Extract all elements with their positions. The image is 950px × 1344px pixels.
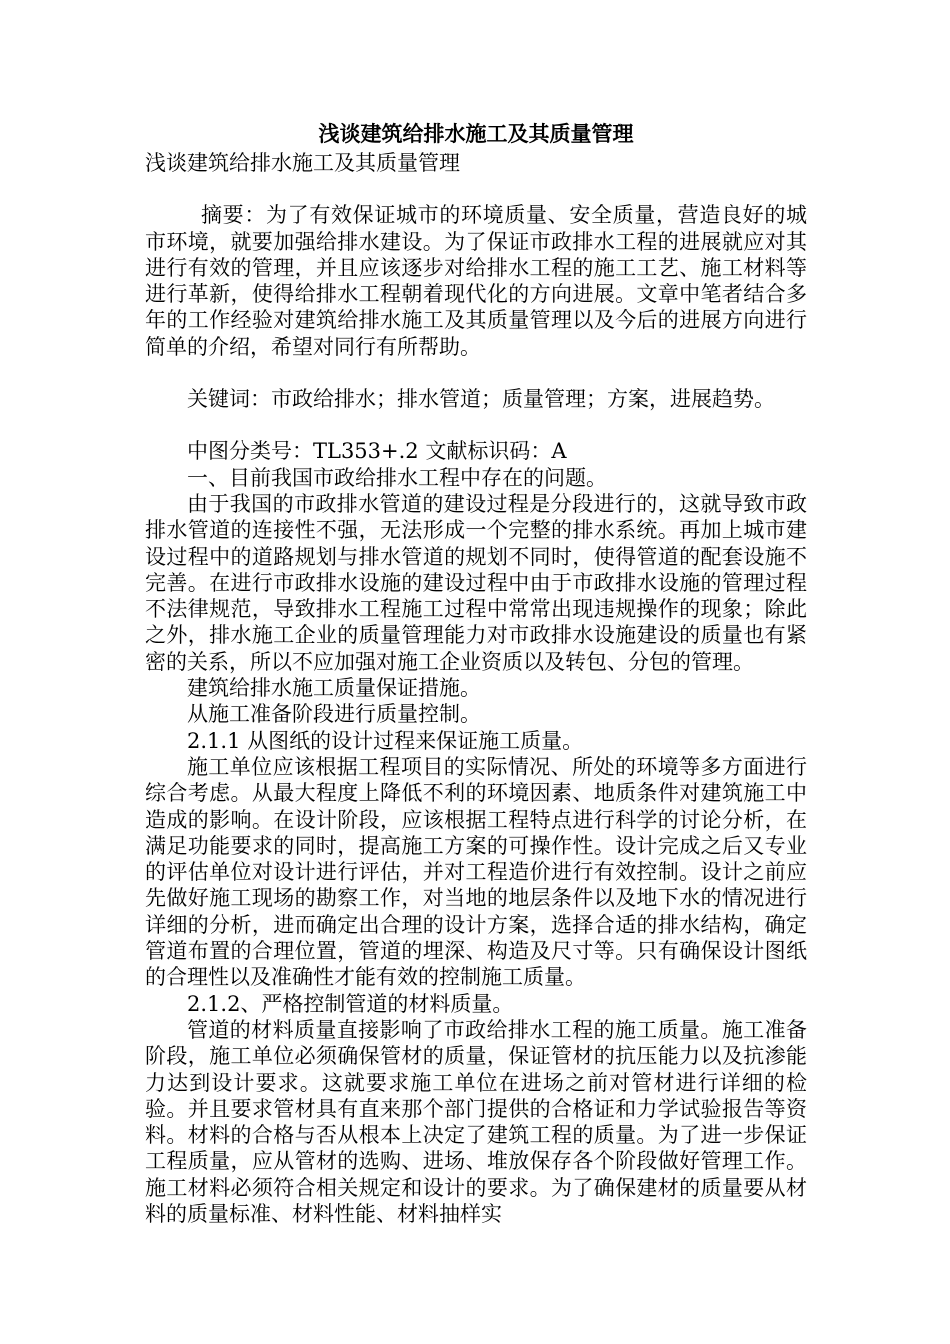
- section-2-heading: 建筑给排水施工质量保证措施。: [187, 676, 481, 701]
- document-page: [145, 118, 807, 1227]
- spacer: [145, 412, 807, 438]
- section-2-1-1-body: 施工单位应该根据工程项目的实际情况、所处的环境等多方面进行综合考虑。从最大程度上降低不利的环境因素、地质条件对建筑施工中造成的影响。在设计阶段，应该根据工程特点进行科学的讨论分析，在满足功能要求的同时，提高施工方案的可操作性。设计完成之后又专业的评估单位对设计进行评估，并对工程造价进行有效控制。设计之前应先做好施工现场的勘察工作，对当地的地层条件以及地下水的情况进行详细的分析，进而确定出合理的设计方案，选择合适的排水结构，确定管道布置的合理位置，管道的埋深、构造及尺寸等。只有确保设计图纸的合理性以及准确性才能有效的控制施工质量。: [145, 754, 807, 990]
- section-1-heading: 一、目前我国市政给排水工程中存在的问题。: [187, 465, 607, 490]
- document-title: 浅谈建筑给排水施工及其质量管理: [318, 122, 634, 146]
- section-2-1-2-heading: 2.1.2、严格控制管道的材料质量。: [187, 991, 514, 1016]
- section-1-body: 由于我国的市政排水管道的建设过程是分段进行的，这就导致市政排水管道的连接性不强，无法形成一个完整的排水系统。再加上城市建设过程中的道路规划与排水管道的规划不同时，使得管道的配套设施不完善。在进行市政排水设施的建设过程中由于市政排水设施的管理过程不法律规范，导致排水工程施工过程中常常出现违规操作的现象；除此之外，排水施工企业的质量管理能力对市政排水设施建设的质量也有紧密的关系，所以不应加强对施工企业资质以及转包、分包的管理。: [145, 491, 807, 674]
- classification-line: 中图分类号：TL353+.2 文献标识码：A: [187, 439, 567, 464]
- abstract-paragraph: 摘要：为了有效保证城市的环境质量、安全质量，营造良好的城市环境，就要加强给排水建设。为了保证市政排水工程的进展就应对其进行有效的管理，并且应该逐步对给排水工程的施工工艺、施工材料等进行革新，使得给排水工程朝着现代化的方向进展。文章中笔者结合多年的工作经验对建筑给排水施工及其质量管理以及今后的进展方向进行简单的介绍，希望对同行有所帮助。: [145, 203, 807, 359]
- spacer: [145, 360, 807, 386]
- section-2-1-heading: 从施工准备阶段进行质量控制。: [187, 702, 481, 727]
- document-subtitle: 浅谈建筑给排水施工及其质量管理: [145, 151, 460, 175]
- section-2-1-1-heading: 2.1.1 从图纸的设计过程来保证施工质量。: [187, 728, 584, 753]
- keywords-paragraph: 关键词：市政给排水；排水管道；质量管理；方案，进展趋势。: [187, 387, 775, 412]
- spacer: [145, 176, 807, 202]
- section-2-1-2-body: 管道的材料质量直接影响了市政给排水工程的施工质量。施工准备阶段，施工单位必须确保管材的质量，保证管材的抗压能力以及抗渗能力达到设计要求。这就要求施工单位在进场之前对管材进行详细的检验。并且要求管材具有直来那个部门提供的合格证和力学试验报告等资料。材料的合格与否从根本上决定了建筑工程的质量。为了进一步保证工程质量，应从管材的选购、进场、堆放保存各个阶段做好管理工作。施工材料必须符合相关规定和设计的要求。为了确保建材的质量要从材料的质量标准、材料性能、材料抽样实: [145, 1017, 807, 1226]
